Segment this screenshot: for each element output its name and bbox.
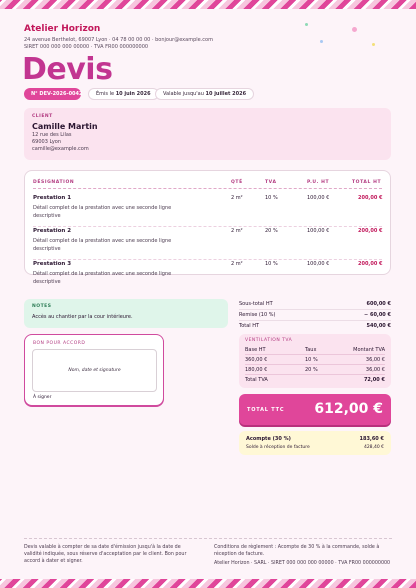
item-qty: 2 m² — [231, 195, 243, 201]
total-ttc-card — [239, 394, 391, 425]
document-title: Devis — [22, 52, 113, 87]
confetti-dot — [372, 43, 375, 46]
item-unit-price: 100,00 € — [307, 261, 330, 267]
deposit-label: Acompte (30 %) — [246, 436, 291, 442]
tva-header-base: Base HT — [245, 347, 266, 353]
subtotal-row — [239, 301, 391, 307]
top-stripe-border — [0, 0, 416, 9]
valid-date-pill — [155, 88, 254, 100]
header-divider — [33, 188, 382, 189]
notes-text: Accès au chantier par la cour intérieure. — [32, 314, 133, 320]
total-ht-row — [239, 323, 391, 329]
bottom-stripe-border — [0, 579, 416, 588]
footer-legal: Atelier Horizon · SARL · SIRET 000 000 000 00000 · TVA FR00 000000000 — [214, 561, 391, 566]
total-ttc-label: TOTAL TTC — [247, 407, 285, 413]
item-tva: 10 % — [265, 261, 278, 267]
header-pu: P.U. HT — [307, 180, 330, 185]
tva-row-base: 180,00 € — [245, 367, 268, 373]
client-city: 69003 Lyon — [32, 139, 62, 145]
table-row — [25, 226, 390, 260]
confetti-dot — [352, 27, 357, 32]
tva-breakdown-card — [239, 334, 391, 388]
discount-label: Remise (10 %) — [239, 312, 276, 318]
issued-label: Émis le — [96, 91, 115, 97]
item-total: 200,00 € — [358, 195, 383, 201]
summary-divider — [239, 309, 391, 310]
item-unit-price: 100,00 € — [307, 228, 330, 234]
header-tva: TVA — [265, 180, 277, 185]
item-name: Prestation 3 — [33, 261, 72, 267]
item-tva: 20 % — [265, 228, 278, 234]
signature-box[interactable] — [32, 349, 157, 392]
total-ht-label: Total HT — [239, 323, 260, 329]
deposit-card — [239, 431, 391, 455]
approval-card — [24, 334, 164, 406]
total-ttc-value: 612,00 € — [314, 401, 383, 417]
tva-row-rate: 20 % — [305, 367, 318, 373]
issued-date: 10 juin 2026 — [115, 91, 151, 97]
footer-divider — [24, 538, 392, 539]
notes-card — [24, 299, 228, 328]
deposit-value: 183,60 € — [359, 436, 384, 442]
client-name: Camille Martin — [32, 122, 98, 131]
subtotal-value: 600,00 € — [366, 301, 391, 307]
item-name: Prestation 1 — [33, 195, 72, 201]
balance-label: Solde à réception de facture — [246, 445, 310, 450]
tva-row-amount: 36,00 € — [365, 357, 385, 363]
item-total: 200,00 € — [358, 261, 383, 267]
subtotal-label: Sous-total HT — [239, 301, 273, 307]
tva-row-base: 360,00 € — [245, 357, 268, 363]
client-street: 12 rue des Lilas — [32, 132, 72, 138]
company-name: Atelier Horizon — [24, 24, 101, 34]
table-row — [25, 259, 390, 285]
confetti-dot — [320, 40, 323, 43]
valid-label: Valable jusqu'au — [163, 91, 204, 97]
tva-row-rate: 10 % — [305, 357, 318, 363]
total-ht-value: 540,00 € — [366, 323, 391, 329]
tva-divider — [245, 374, 385, 375]
issued-date-pill — [88, 88, 159, 100]
document-number-badge: N° DEV-2026-0042 — [24, 88, 81, 100]
tva-total-value: 72,00 € — [363, 377, 385, 383]
header-qty: QTÉ — [231, 180, 243, 185]
item-name: Prestation 2 — [33, 228, 72, 234]
notes-label: NOTES — [32, 304, 52, 309]
tva-header-rate: Taux — [305, 347, 317, 353]
tva-row-amount: 36,00 € — [365, 367, 385, 373]
confetti-dot — [305, 23, 308, 26]
tva-header-amount: Montant TVA — [353, 347, 385, 353]
summary-divider — [239, 320, 391, 321]
signature-place: À signer — [33, 395, 52, 400]
tva-divider — [245, 364, 385, 365]
signature-hint: Nom, date et signature — [68, 368, 121, 373]
line-items-table — [24, 170, 391, 285]
footer-validity-text: Devis valable à compter de sa date d'émission jusqu'à la date de validité indiquée, sous réserve d'acceptation par le client. Bon pour accord à dater et signer. — [24, 545, 187, 564]
item-qty: 2 m² — [231, 228, 243, 234]
approval-label: BON POUR ACCORD — [33, 341, 86, 346]
table-row — [25, 193, 390, 227]
client-card — [24, 108, 391, 160]
client-label: CLIENT — [32, 114, 53, 119]
balance-value: 428,40 € — [363, 445, 384, 450]
client-email: camille@example.com — [32, 146, 89, 152]
header-total: TOTAL HT — [352, 180, 382, 185]
footer-payment-terms: Conditions de règlement : Acompte de 30 % à la commande, solde à réception de facture. — [214, 545, 380, 557]
company-address: 24 avenue Berthelot, 69007 Lyon · 04 78 00 00 00 · bonjour@example.com — [24, 37, 213, 43]
valid-date: 10 juillet 2026 — [205, 91, 247, 97]
tva-total-label: Total TVA — [245, 377, 268, 383]
item-description: Détail complet de la prestation avec une seconde ligne descriptive — [33, 271, 172, 285]
discount-value: − 60,00 € — [364, 312, 391, 318]
company-legal: SIRET 000 000 000 00000 · TVA FR00 000000000 — [24, 44, 149, 50]
item-total: 200,00 € — [358, 228, 383, 234]
item-qty: 2 m² — [231, 261, 243, 267]
header-designation: DÉSIGNATION — [33, 180, 75, 185]
item-unit-price: 100,00 € — [307, 195, 330, 201]
tva-breakdown-label: VENTILATION TVA — [245, 338, 293, 343]
item-tva: 10 % — [265, 195, 278, 201]
item-description: Détail complet de la prestation avec une seconde ligne descriptive — [33, 205, 172, 219]
item-description: Détail complet de la prestation avec une seconde ligne descriptive — [33, 238, 172, 252]
discount-row — [239, 312, 391, 318]
tva-divider — [245, 354, 385, 355]
